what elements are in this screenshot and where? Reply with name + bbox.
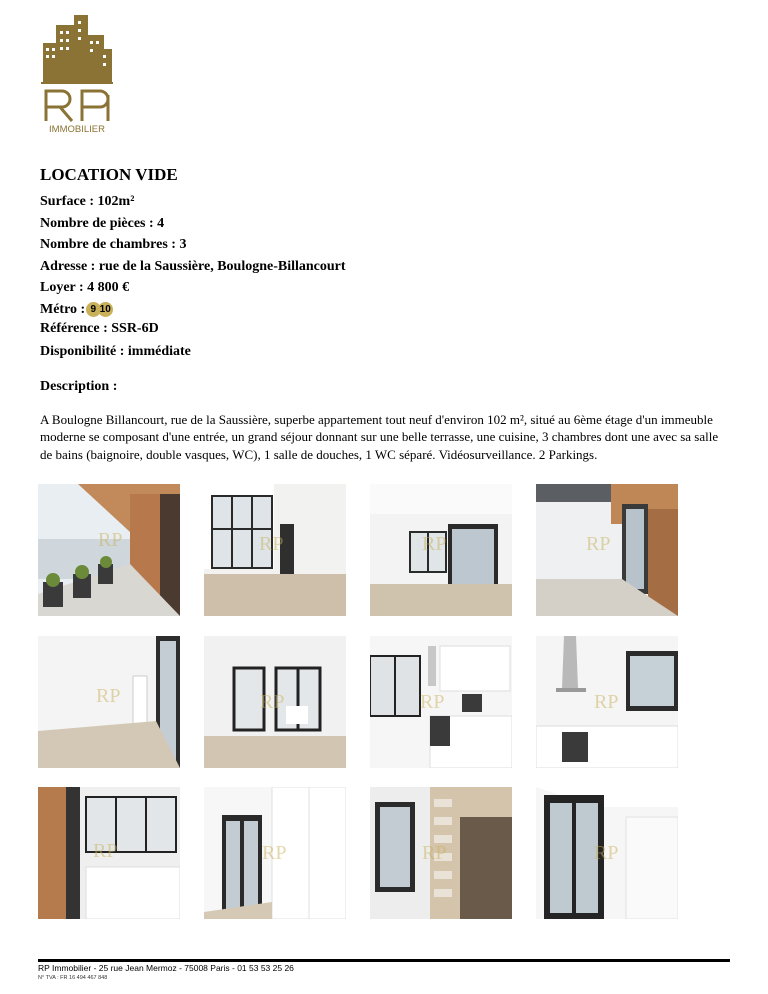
- metro-field: [40, 299, 730, 321]
- metro-label: Métro :: [40, 301, 86, 317]
- svg-text:RP: RP: [93, 840, 118, 862]
- photo-kitchen-hob[interactable]: [536, 636, 678, 768]
- photo-kitchen[interactable]: [370, 636, 512, 768]
- photo-bright-room[interactable]: [38, 636, 180, 768]
- photo-bedroom-window[interactable]: [204, 787, 346, 919]
- svg-text:RP: RP: [586, 533, 611, 555]
- photo-living-glass-partition[interactable]: [204, 484, 346, 616]
- photo-terrace[interactable]: [38, 484, 180, 616]
- description-text: A Boulogne Billancourt, rue de la Saussière, superbe appartement tout neuf d'environ 102 m², situé au 6ème étage d'un immeuble moderne se composant d'une entrée, un grand séjour donnant sur une belle terrasse, une cuisine, 3 chambres dont une avec sa salle de bains (baignoire, double vasques, WC), 1 salle de douches, 1 WC séparé. Vidéosurveillance. 2 Parkings.: [40, 411, 719, 462]
- availability-field: Disponibilité : immédiate: [40, 344, 191, 359]
- photo-dressing[interactable]: [370, 787, 512, 919]
- metro-line-9-icon: 9: [86, 302, 101, 317]
- listing-details: [40, 165, 730, 463]
- svg-text:RP: RP: [422, 533, 447, 555]
- metro-line-10-icon: 10: [99, 303, 111, 315]
- svg-text:RP: RP: [420, 691, 445, 713]
- svg-text:RP: RP: [594, 691, 619, 713]
- description-heading: Description :: [40, 378, 118, 394]
- listing-title: LOCATION VIDE: [40, 165, 178, 184]
- photo-glass-partition-kitchen[interactable]: [204, 636, 346, 768]
- surface-field: Surface : 102m²: [40, 194, 135, 209]
- reference-field: Référence : SSR-6D: [40, 321, 159, 336]
- rent-field: Loyer : 4 800 €: [40, 280, 130, 295]
- photo-living-window[interactable]: [370, 484, 512, 616]
- svg-text:RP: RP: [594, 842, 619, 864]
- company-logo-text: IMMOBILIER: [49, 124, 105, 135]
- footer-tva: N° TVA : FR 16 494 467 848: [38, 975, 108, 981]
- photo-gallery: [38, 484, 680, 921]
- svg-text:RP: RP: [260, 691, 285, 713]
- svg-text:RP: RP: [259, 533, 284, 555]
- bedrooms-field: Nombre de chambres : 3: [40, 237, 187, 252]
- svg-text:RP: RP: [98, 529, 123, 551]
- svg-text:RP: RP: [262, 842, 287, 864]
- svg-text:RP: RP: [422, 842, 447, 864]
- photo-terrace-door[interactable]: [536, 484, 678, 616]
- footer-divider: [38, 959, 730, 962]
- footer-address: RP Immobilier - 25 rue Jean Mermoz - 75008 Paris - 01 53 53 25 26: [38, 963, 294, 973]
- address-field: Adresse : rue de la Saussière, Boulogne-Billancourt: [40, 258, 346, 274]
- photo-bedroom-corner[interactable]: [536, 787, 678, 919]
- company-logo: [38, 15, 116, 135]
- photo-kitchen-terrace[interactable]: [38, 787, 180, 919]
- rooms-field: Nombre de pièces : 4: [40, 215, 165, 231]
- svg-text:RP: RP: [96, 685, 121, 707]
